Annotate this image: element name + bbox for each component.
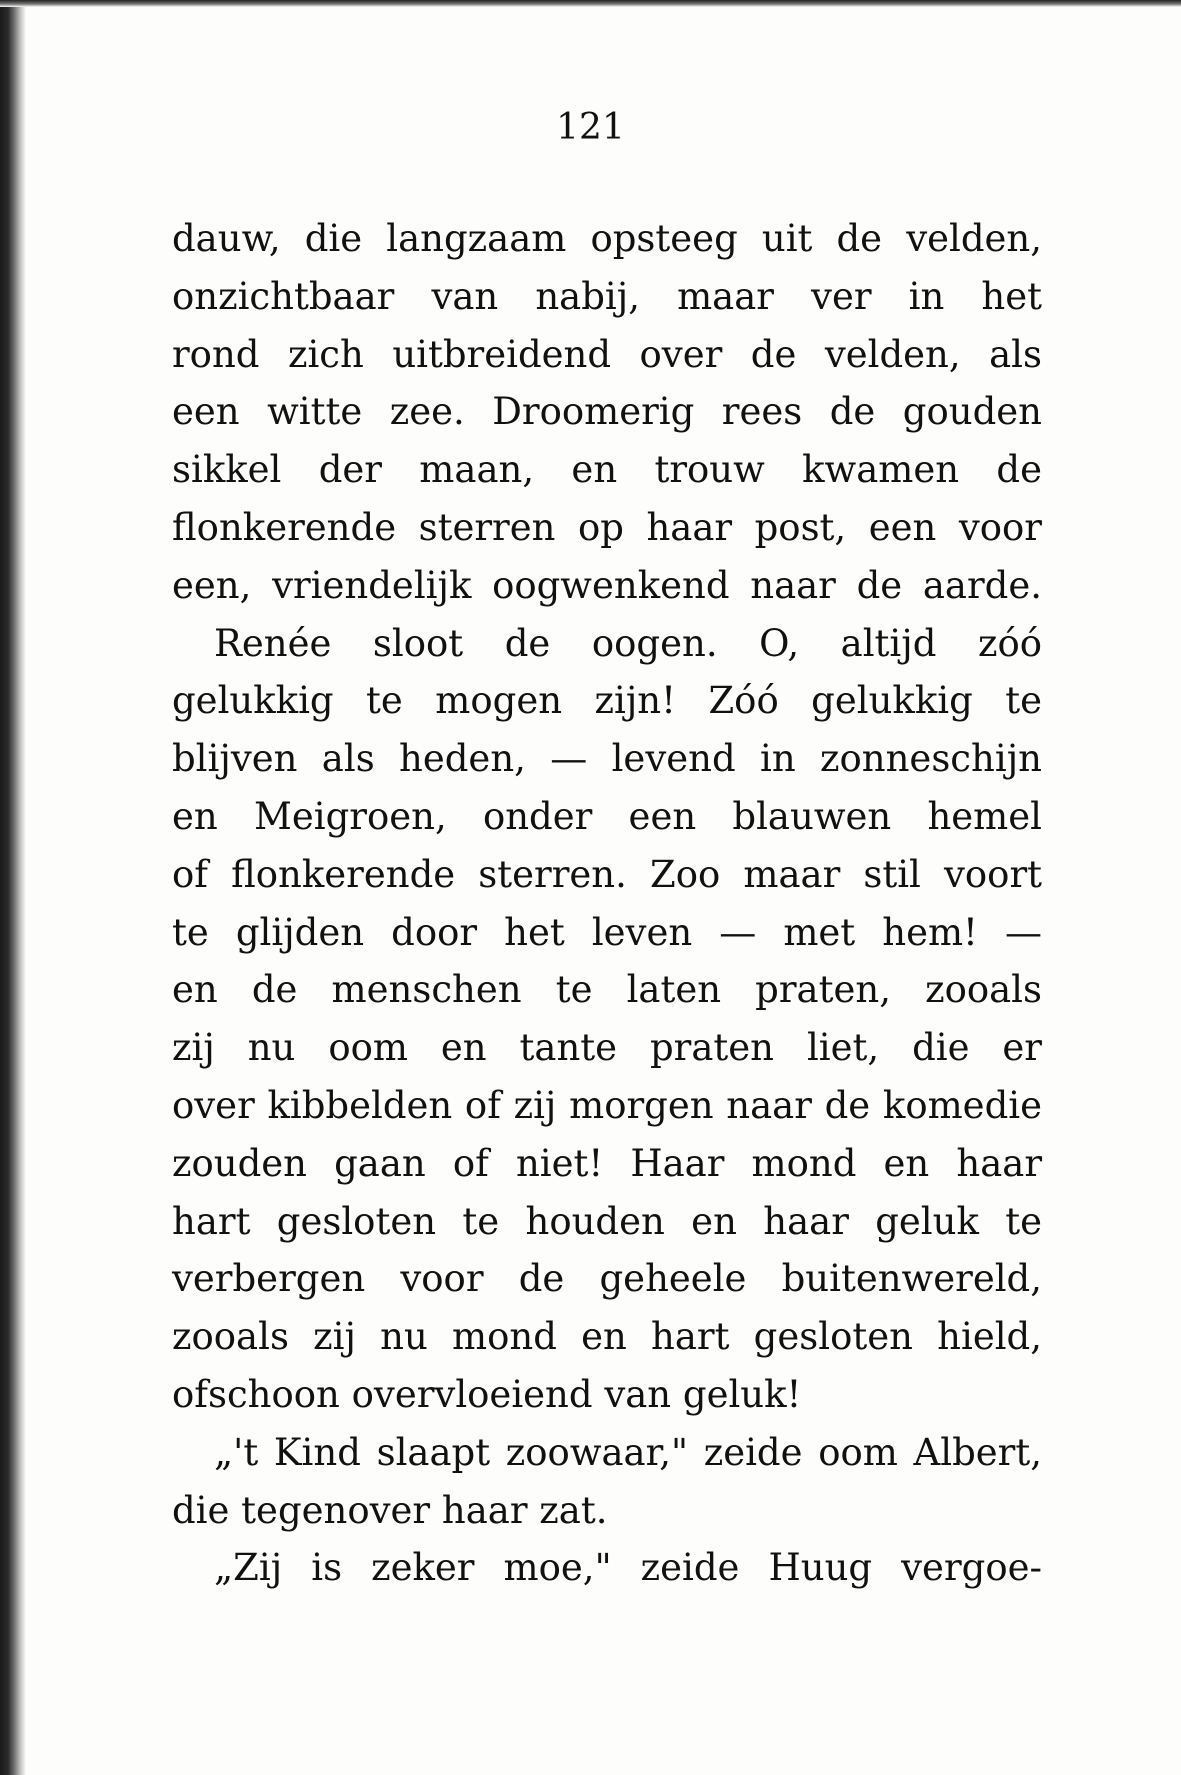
text-line: zooals zij nu mond en hart gesloten hield,	[172, 1315, 1042, 1359]
text-line-paragraph-end: ofschoon overvloeiend van geluk!	[172, 1372, 802, 1416]
text-line: of flonkerende sterren. Zoo maar stil voort	[172, 852, 1042, 896]
text-line: te glijden door het leven — met hem! —	[172, 910, 1042, 954]
text-line: en Meigroen, onder een blauwen hemel	[172, 794, 1042, 838]
text-line-paragraph-start: „'t Kind slaapt zoowaar," zeide oom Albert,	[214, 1430, 1042, 1474]
text-line: zouden gaan of niet! Haar mond en haar	[172, 1141, 1042, 1185]
text-line: over kibbelden of zij morgen naar de komedie	[172, 1083, 1042, 1127]
text-line-paragraph-end: die tegenover haar zat.	[172, 1488, 608, 1532]
text-line: zij nu oom en tante praten liet, die er	[172, 1026, 1042, 1070]
text-line: en de menschen te laten praten, zooals	[172, 968, 1042, 1012]
text-line: onzichtbaar van nabij, maar ver in het	[172, 274, 1042, 318]
body-text	[172, 210, 1042, 1597]
text-line: gelukkig te mogen zijn! Zóó gelukkig te	[172, 679, 1042, 723]
page-number: 121	[556, 107, 625, 148]
text-line-paragraph-start: Renée sloot de oogen. O, altijd zóó	[214, 621, 1042, 665]
text-line: sikkel der maan, en trouw kwamen de	[172, 448, 1042, 492]
text-line: dauw, die langzaam opsteeg uit de velden,	[172, 217, 1042, 260]
text-line-paragraph-start: „Zij is zeker moe," zeide Huug vergoe-	[214, 1546, 1042, 1590]
text-line: flonkerende sterren op haar post, een voor	[172, 505, 1042, 549]
text-line: hart gesloten te houden en haar geluk te	[172, 1199, 1042, 1243]
binding-edge	[0, 0, 26, 1775]
text-line: een, vriendelijk oogwenkend naar de aarde.	[172, 563, 1042, 607]
top-edge	[0, 0, 1181, 7]
text-line: een witte zee. Droomerig rees de gouden	[172, 390, 1042, 434]
text-line: blijven als heden, — levend in zonneschijn	[172, 737, 1042, 781]
text-line: rond zich uitbreidend over de velden, als	[172, 332, 1042, 376]
text-line: verbergen voor de geheele buitenwereld,	[172, 1257, 1042, 1301]
